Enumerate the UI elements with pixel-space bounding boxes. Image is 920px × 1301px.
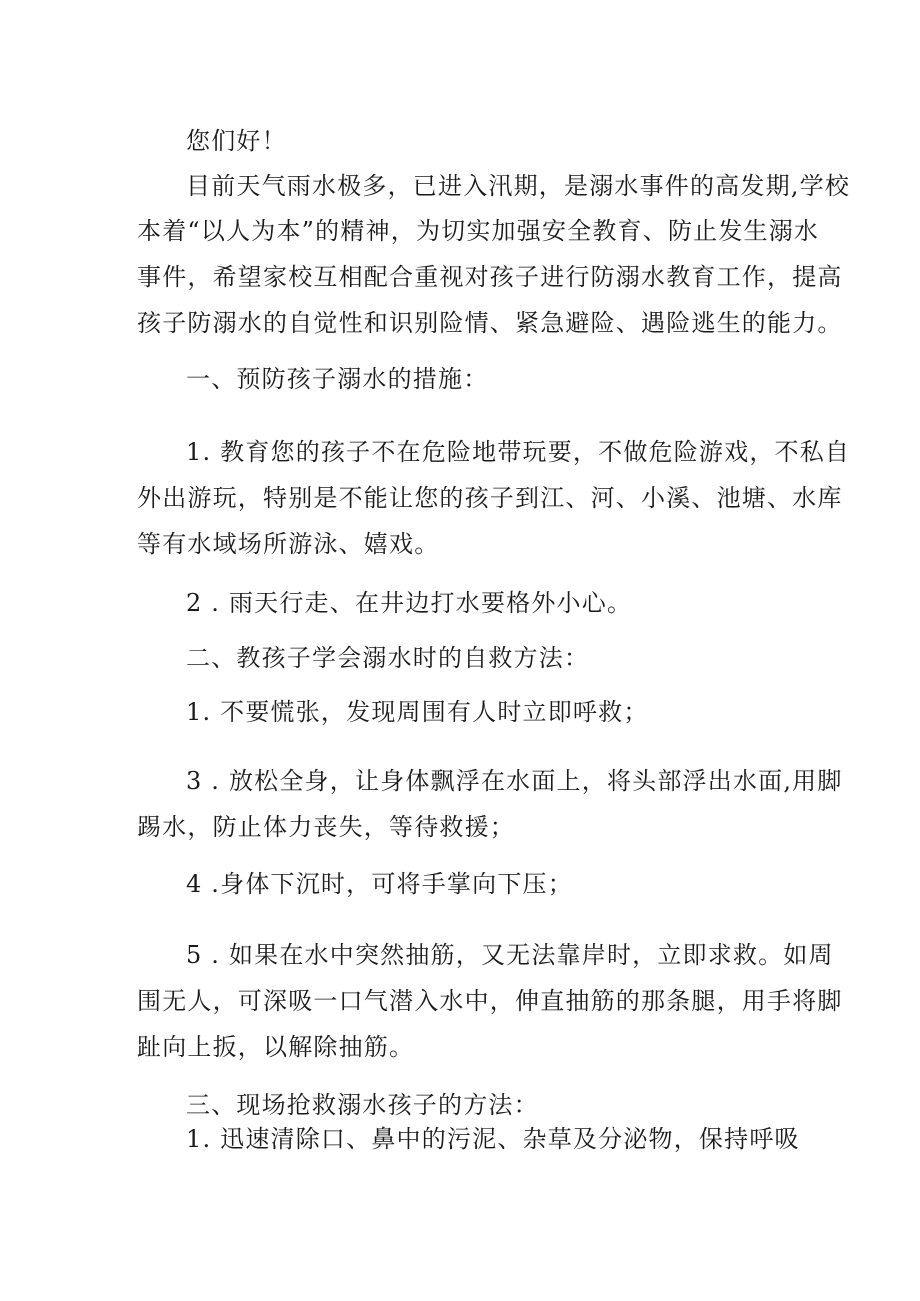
section1-heading: 一、预防孩子溺水的措施： bbox=[186, 365, 489, 393]
section2-heading: 二、教孩子学会溺水时的自救方法： bbox=[186, 644, 590, 672]
intro-line-4: 孩子防溺水的自觉性和识别险情、紧急避险、遇险逃生的能力。 bbox=[137, 309, 843, 337]
section2-item5-line-1: 5 . 如果在水中突然抽筋，又无法靠岸时，立即求救。如周 bbox=[186, 941, 834, 969]
section1-item1-line-3: 等有水域场所游泳、嬉戏。 bbox=[137, 530, 440, 558]
section2-item1: 1. 不要慌张，发现周围有人时立即呼救； bbox=[186, 698, 649, 726]
section3-heading: 三、现场抢救溺水孩子的方法： bbox=[186, 1091, 539, 1119]
section3-item1: 1. 迅速清除口、鼻中的污泥、杂草及分泌物，保持呼吸 bbox=[186, 1125, 800, 1153]
section2-item3-line-2: 踢水，防止体力丧失，等待救援； bbox=[137, 813, 515, 841]
section2-item3-line-1: 3 . 放松全身，让身体飘浮在水面上，将头部浮出水面,用脚 bbox=[186, 767, 843, 795]
greeting: 您们好！ bbox=[186, 127, 287, 155]
section1-item2: 2 . 雨天行走、在井边打水要格外小心。 bbox=[186, 589, 633, 617]
section2-item4: 4 .身体下沉时，可将手掌向下压； bbox=[186, 870, 573, 898]
section1-item1-line-2: 外出游玩，特别是不能让您的孩子到江、河、小溪、池塘、水库 bbox=[137, 484, 843, 512]
section2-item5-line-3: 趾向上扳，以解除抽筋。 bbox=[137, 1033, 415, 1061]
section1-item1-line-1: 1. 教育您的孩子不在危险地带玩要，不做危险游戏，不私自 bbox=[186, 438, 851, 466]
intro-line-3: 事件，希望家校互相配合重视对孩子进行防溺水教育工作，提高 bbox=[137, 263, 843, 291]
intro-line-1: 目前天气雨水极多，已进入汛期，是溺水事件的高发期,学校 bbox=[186, 172, 851, 200]
section2-item5-line-2: 围无人，可深吸一口气潜入水中，伸直抽筋的那条腿，用手将脚 bbox=[137, 987, 843, 1015]
intro-line-2: 本着“以人为本”的精神，为切实加强安全教育、防止发生溺水 bbox=[137, 217, 820, 245]
